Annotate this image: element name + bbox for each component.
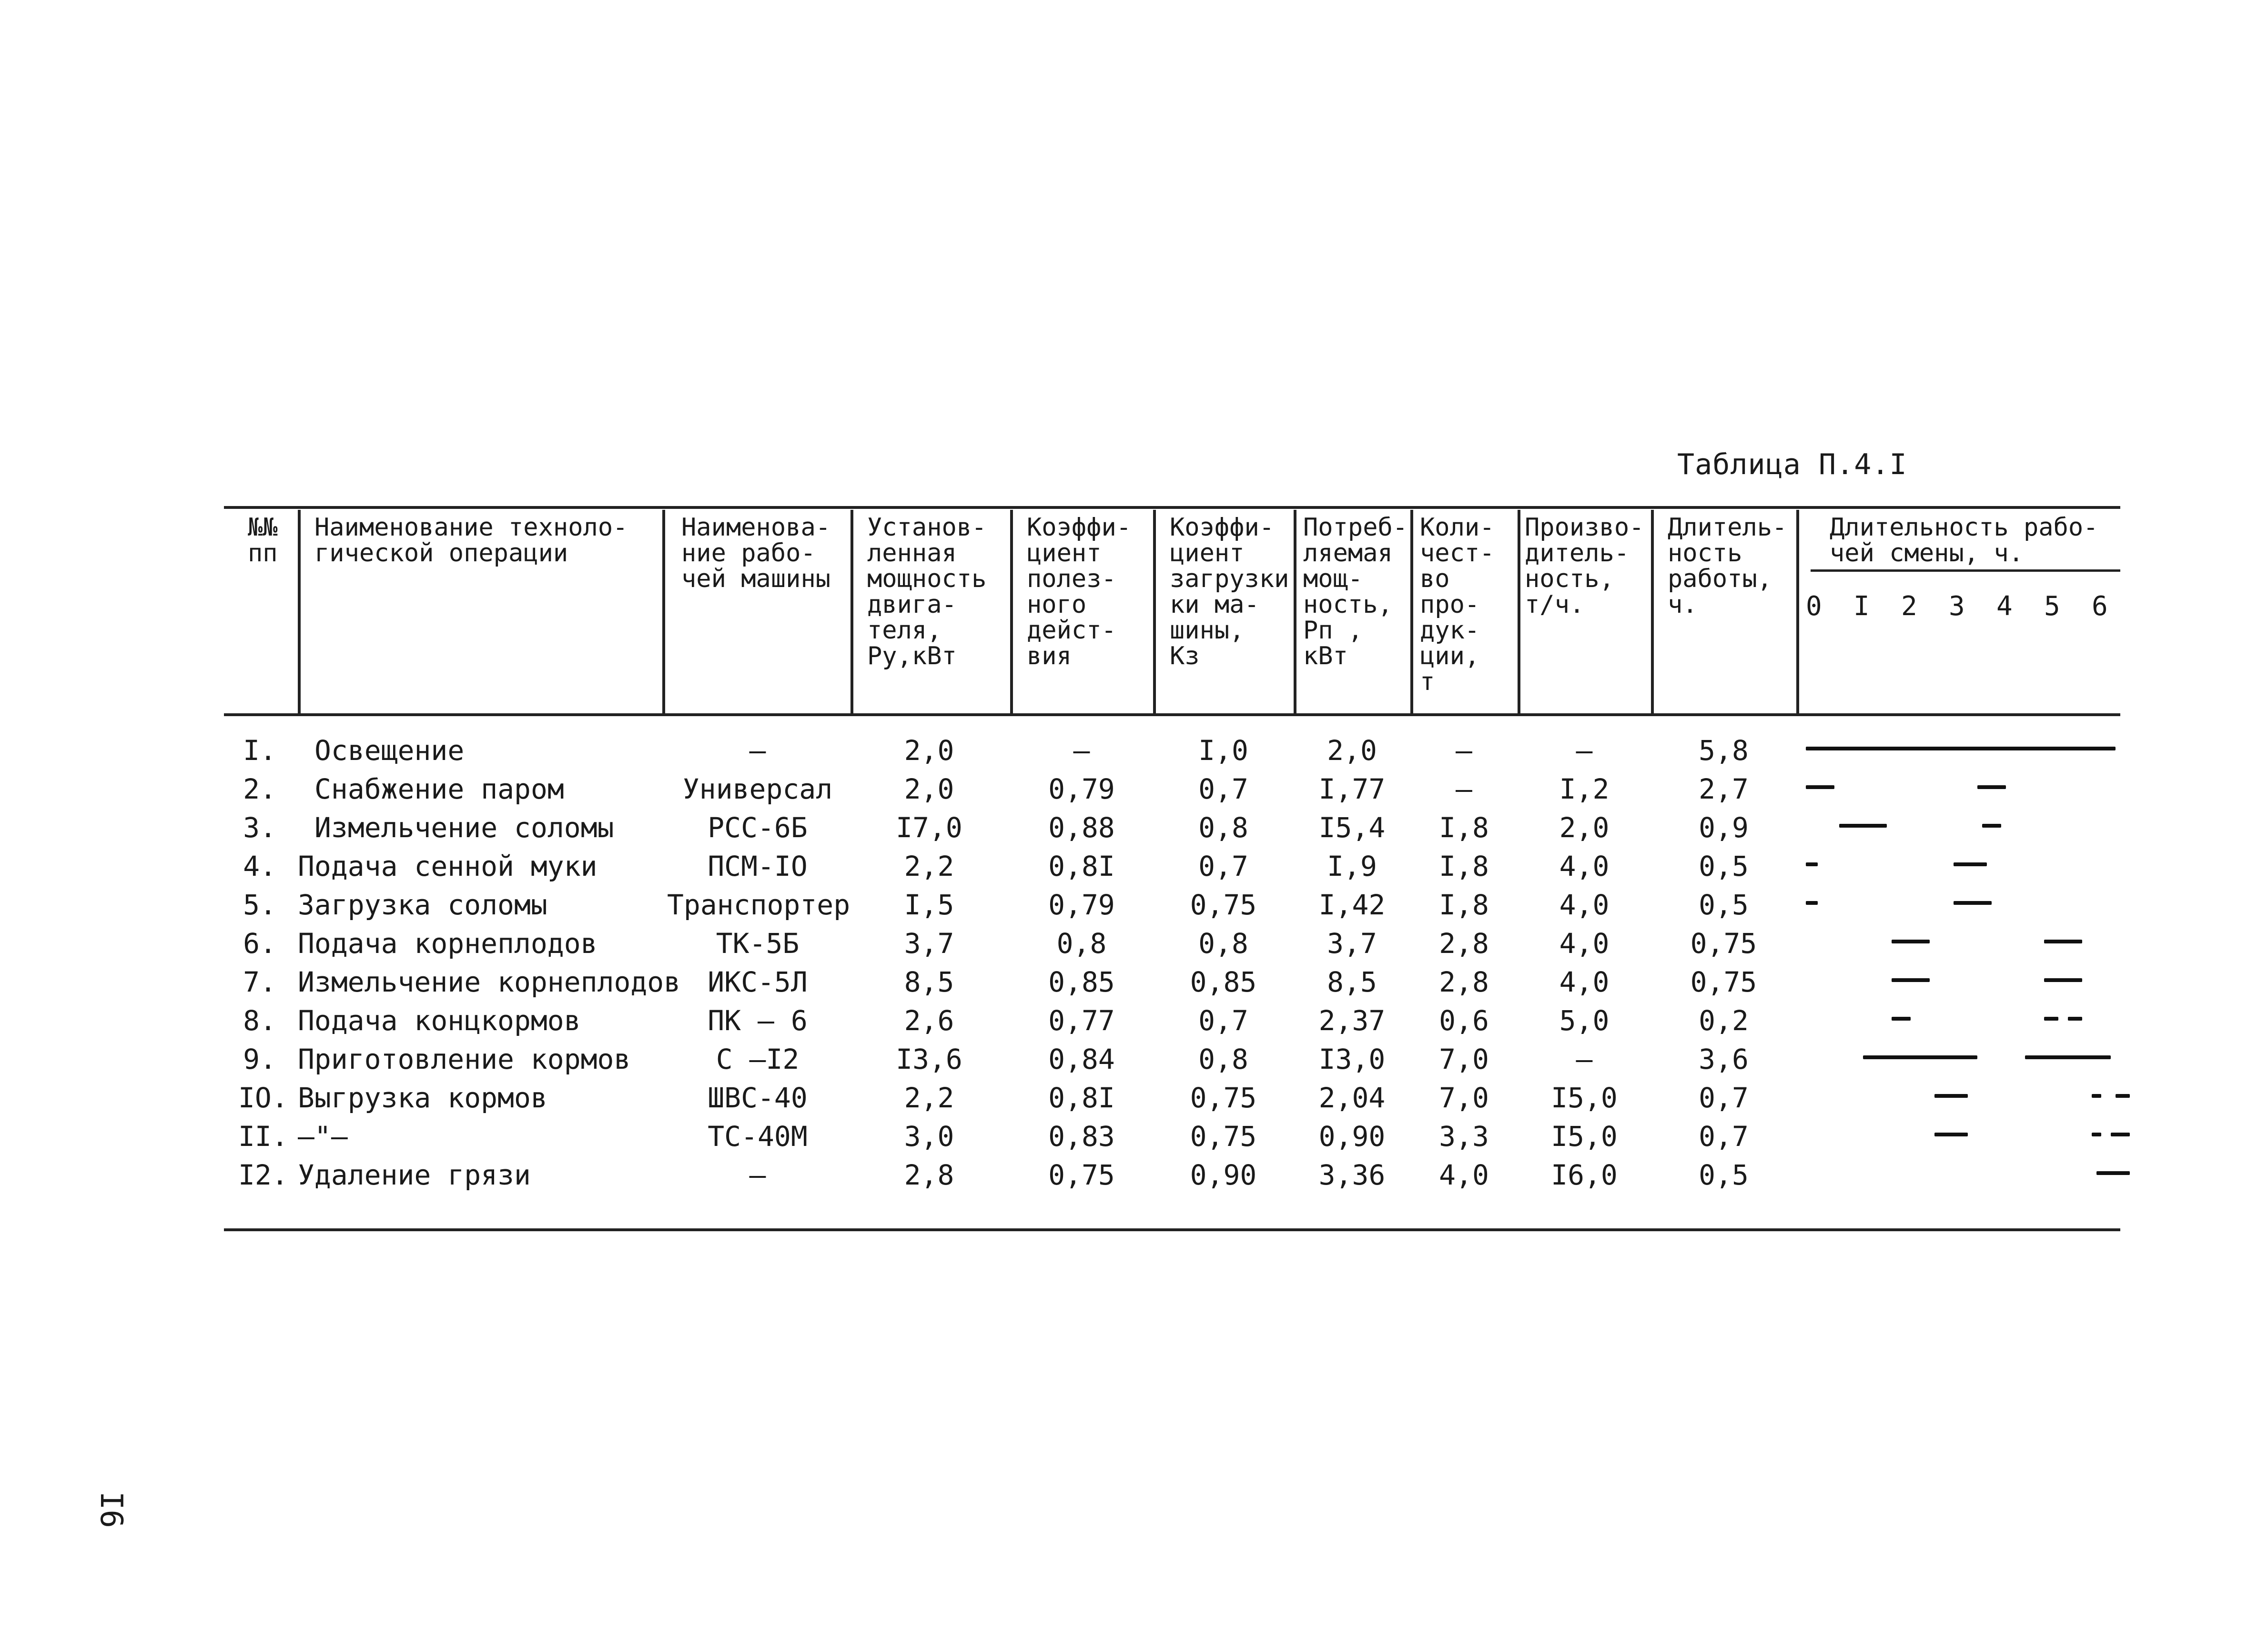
cell-perf: 4,0: [1559, 966, 1610, 998]
cell-machine: ИКС-5Л: [708, 966, 808, 998]
cell-op: Подача концкормов: [298, 1004, 581, 1037]
schedule-bar: [1806, 862, 1818, 866]
cell-kz: 0,7: [1198, 773, 1248, 805]
column-header: Коэффи- циент загрузки ки ма- шины, Кз: [1170, 513, 1289, 670]
cell-dur: 0,75: [1690, 966, 1757, 998]
cell-op: Измельчение корнеплодов: [298, 966, 681, 998]
column-divider: [1518, 510, 1520, 715]
cell-kz: 0,75: [1190, 1120, 1257, 1153]
column-header: Потреб- ляемая мощ- ность, Pп , кВт: [1303, 513, 1408, 670]
cell-kz: 0,90: [1190, 1159, 1257, 1191]
cell-machine: ТК-5Б: [716, 927, 800, 960]
column-divider: [850, 510, 853, 715]
cell-machine: С –I2: [716, 1043, 800, 1075]
header-bottom-rule: [224, 713, 2120, 716]
cell-num: 9.: [243, 1043, 276, 1075]
cell-qty: 7,0: [1439, 1043, 1489, 1075]
cell-pu: 3,7: [904, 927, 954, 960]
cell-num: I.: [243, 734, 276, 767]
cell-op: Приготовление кормов: [298, 1043, 631, 1075]
column-divider: [1153, 510, 1156, 715]
shift-hour-label: 4: [1996, 591, 2013, 622]
column-divider: [298, 510, 301, 715]
cell-op: Подача корнеплодов: [298, 927, 597, 960]
cell-perf: I5,0: [1551, 1082, 1618, 1114]
cell-dur: 3,6: [1699, 1043, 1749, 1075]
schedule-bar: [1954, 862, 1987, 866]
schedule-bar: [1977, 785, 2006, 789]
cell-pp: I,9: [1327, 850, 1377, 882]
schedule-bar: [2111, 1133, 2130, 1136]
schedule-bar: [2044, 940, 2082, 943]
column-header: Коли- чест- во про- дук- ции, т: [1420, 513, 1495, 696]
cell-perf: I5,0: [1551, 1120, 1618, 1153]
cell-qty: I,8: [1439, 889, 1489, 921]
cell-kpd: –: [1073, 734, 1090, 767]
column-divider: [662, 510, 665, 715]
cell-qty: 3,3: [1439, 1120, 1489, 1153]
cell-pp: 2,37: [1318, 1004, 1386, 1037]
header-top-rule: [224, 506, 2120, 509]
cell-pp: 2,04: [1318, 1082, 1386, 1114]
schedule-bar: [1839, 824, 1887, 828]
shift-hour-label: 0: [1806, 591, 1822, 622]
cell-kpd: 0,8: [1056, 927, 1107, 960]
cell-pp: I3,0: [1318, 1043, 1386, 1075]
cell-perf: I6,0: [1551, 1159, 1618, 1191]
cell-kz: 0,8: [1198, 927, 1248, 960]
cell-dur: 0,75: [1690, 927, 1757, 960]
schedule-bar: [1892, 940, 1930, 943]
schedule-bar: [1934, 1133, 1968, 1136]
cell-perf: –: [1576, 1043, 1593, 1075]
cell-machine: ПСМ-IO: [708, 850, 808, 882]
cell-machine: –: [749, 734, 766, 767]
schedule-bar: [1806, 785, 1834, 789]
cell-qty: I,8: [1439, 811, 1489, 844]
cell-pu: I3,6: [896, 1043, 962, 1075]
schedule-bar: [2068, 1017, 2082, 1021]
cell-perf: 4,0: [1559, 927, 1610, 960]
cell-pu: I,5: [904, 889, 954, 921]
cell-qty: 7,0: [1439, 1082, 1489, 1114]
cell-kz: 0,75: [1190, 1082, 1257, 1114]
cell-pu: 2,8: [904, 1159, 954, 1191]
cell-dur: 0,9: [1699, 811, 1749, 844]
cell-machine: –: [749, 1159, 766, 1191]
cell-perf: 2,0: [1559, 811, 1610, 844]
schedule-bar: [2096, 1171, 2130, 1175]
cell-pu: 8,5: [904, 966, 954, 998]
column-header: Наименова- ние рабо- чей машины: [681, 513, 831, 593]
cell-machine: ПК – 6: [708, 1004, 808, 1037]
cell-pp: 2,0: [1327, 734, 1377, 767]
schedule-bar: [1892, 978, 1930, 982]
cell-dur: 0,2: [1699, 1004, 1749, 1037]
schedule-bar: [2092, 1133, 2101, 1136]
schedule-bar: [1806, 747, 2116, 750]
cell-pp: 3,7: [1327, 927, 1377, 960]
table-caption: Таблица П.4.I: [1677, 448, 1907, 481]
shift-hour-label: 3: [1949, 591, 1965, 622]
column-header: №№ пп: [248, 513, 278, 567]
cell-kpd: 0,8I: [1048, 1082, 1115, 1114]
schedule-bar: [1982, 824, 2001, 828]
table-bottom-rule: [224, 1228, 2120, 1231]
cell-kz: 0,85: [1190, 966, 1257, 998]
cell-kz: 0,75: [1190, 889, 1257, 921]
cell-kz: I,0: [1198, 734, 1248, 767]
page-number: I6: [93, 1491, 129, 1529]
cell-perf: –: [1576, 734, 1593, 767]
cell-pu: 2,6: [904, 1004, 954, 1037]
cell-kpd: 0,8I: [1048, 850, 1115, 882]
shift-header: Длительность рабо- чей смены, ч.: [1830, 513, 2098, 567]
column-header: Произво- дитель- ность, т/ч.: [1525, 513, 1644, 619]
cell-pp: I5,4: [1318, 811, 1386, 844]
cell-op: Подача сенной муки: [298, 850, 597, 882]
cell-pp: 8,5: [1327, 966, 1377, 998]
cell-pp: I,42: [1318, 889, 1386, 921]
schedule-bar: [2044, 978, 2082, 982]
schedule-bar: [2092, 1094, 2101, 1098]
schedule-bar: [2044, 1017, 2058, 1021]
cell-perf: I,2: [1559, 773, 1610, 805]
cell-op: Загрузка соломы: [298, 889, 547, 921]
cell-qty: 4,0: [1439, 1159, 1489, 1191]
column-header: Наименование техноло- гической операции: [314, 513, 628, 567]
shift-header-rule: [1811, 569, 2120, 572]
cell-kpd: 0,88: [1048, 811, 1115, 844]
cell-op: Снабжение паром: [314, 773, 564, 805]
cell-machine: ШВС-40: [708, 1082, 808, 1114]
cell-machine: Транспортер: [667, 889, 850, 921]
cell-num: IO.: [238, 1082, 288, 1114]
schedule-bar: [1863, 1055, 1977, 1059]
shift-hour-label: 6: [2092, 591, 2108, 622]
cell-pp: 3,36: [1318, 1159, 1386, 1191]
cell-qty: 2,8: [1439, 966, 1489, 998]
cell-pu: 2,0: [904, 773, 954, 805]
cell-dur: 0,7: [1699, 1120, 1749, 1153]
schedule-bar: [2025, 1055, 2111, 1059]
cell-num: 5.: [243, 889, 276, 921]
cell-num: 3.: [243, 811, 276, 844]
cell-op: Измельчение соломы: [314, 811, 614, 844]
cell-num: I2.: [238, 1159, 288, 1191]
cell-pu: I7,0: [896, 811, 962, 844]
column-header: Установ- ленная мощность двига- теля, Pу,кВт: [867, 513, 987, 670]
cell-qty: 2,8: [1439, 927, 1489, 960]
cell-dur: 5,8: [1699, 734, 1749, 767]
schedule-bar: [1806, 901, 1818, 905]
cell-pu: 2,2: [904, 850, 954, 882]
column-divider: [1651, 510, 1654, 715]
cell-kpd: 0,75: [1048, 1159, 1115, 1191]
cell-op: Освещение: [314, 734, 465, 767]
cell-perf: 4,0: [1559, 889, 1610, 921]
shift-hour-label: 2: [1901, 591, 1917, 622]
schedule-bar: [1934, 1094, 1968, 1098]
cell-pu: 2,2: [904, 1082, 954, 1114]
column-divider: [1410, 510, 1413, 715]
cell-kpd: 0,77: [1048, 1004, 1115, 1037]
cell-op: Выгрузка кормов: [298, 1082, 547, 1114]
cell-machine: ТС-40М: [708, 1120, 808, 1153]
cell-dur: 0,7: [1699, 1082, 1749, 1114]
cell-pu: 3,0: [904, 1120, 954, 1153]
cell-op: Удаление грязи: [298, 1159, 531, 1191]
cell-perf: 4,0: [1559, 850, 1610, 882]
cell-pp: 0,90: [1318, 1120, 1386, 1153]
cell-num: 6.: [243, 927, 276, 960]
cell-kpd: 0,85: [1048, 966, 1115, 998]
column-divider: [1796, 510, 1799, 715]
column-header: Длитель- ность работы, ч.: [1668, 513, 1787, 619]
cell-machine: Универсал: [682, 773, 833, 805]
cell-perf: 5,0: [1559, 1004, 1610, 1037]
cell-dur: 0,5: [1699, 889, 1749, 921]
cell-kpd: 0,79: [1048, 773, 1115, 805]
cell-op: –"–: [298, 1120, 348, 1153]
cell-pp: I,77: [1318, 773, 1386, 805]
cell-kz: 0,8: [1198, 811, 1248, 844]
cell-kz: 0,7: [1198, 1004, 1248, 1037]
cell-num: 2.: [243, 773, 276, 805]
cell-num: 7.: [243, 966, 276, 998]
cell-qty: –: [1456, 734, 1472, 767]
cell-kz: 0,7: [1198, 850, 1248, 882]
cell-qty: 0,6: [1439, 1004, 1489, 1037]
cell-dur: 0,5: [1699, 850, 1749, 882]
schedule-bar: [2116, 1094, 2130, 1098]
cell-machine: РСС-6Б: [708, 811, 808, 844]
shift-hour-label: 5: [2044, 591, 2060, 622]
cell-dur: 2,7: [1699, 773, 1749, 805]
column-divider: [1294, 510, 1296, 715]
cell-kpd: 0,84: [1048, 1043, 1115, 1075]
cell-num: II.: [238, 1120, 288, 1153]
cell-num: 8.: [243, 1004, 276, 1037]
cell-dur: 0,5: [1699, 1159, 1749, 1191]
cell-qty: I,8: [1439, 850, 1489, 882]
shift-hour-label: I: [1853, 591, 1870, 622]
schedule-bar: [1954, 901, 1992, 905]
cell-kpd: 0,83: [1048, 1120, 1115, 1153]
schedule-bar: [1892, 1017, 1911, 1021]
column-divider: [1010, 510, 1013, 715]
cell-kz: 0,8: [1198, 1043, 1248, 1075]
cell-num: 4.: [243, 850, 276, 882]
column-header: Коэффи- циент полез- ного дейст- вия: [1027, 513, 1132, 670]
cell-pu: 2,0: [904, 734, 954, 767]
cell-kpd: 0,79: [1048, 889, 1115, 921]
cell-qty: –: [1456, 773, 1472, 805]
